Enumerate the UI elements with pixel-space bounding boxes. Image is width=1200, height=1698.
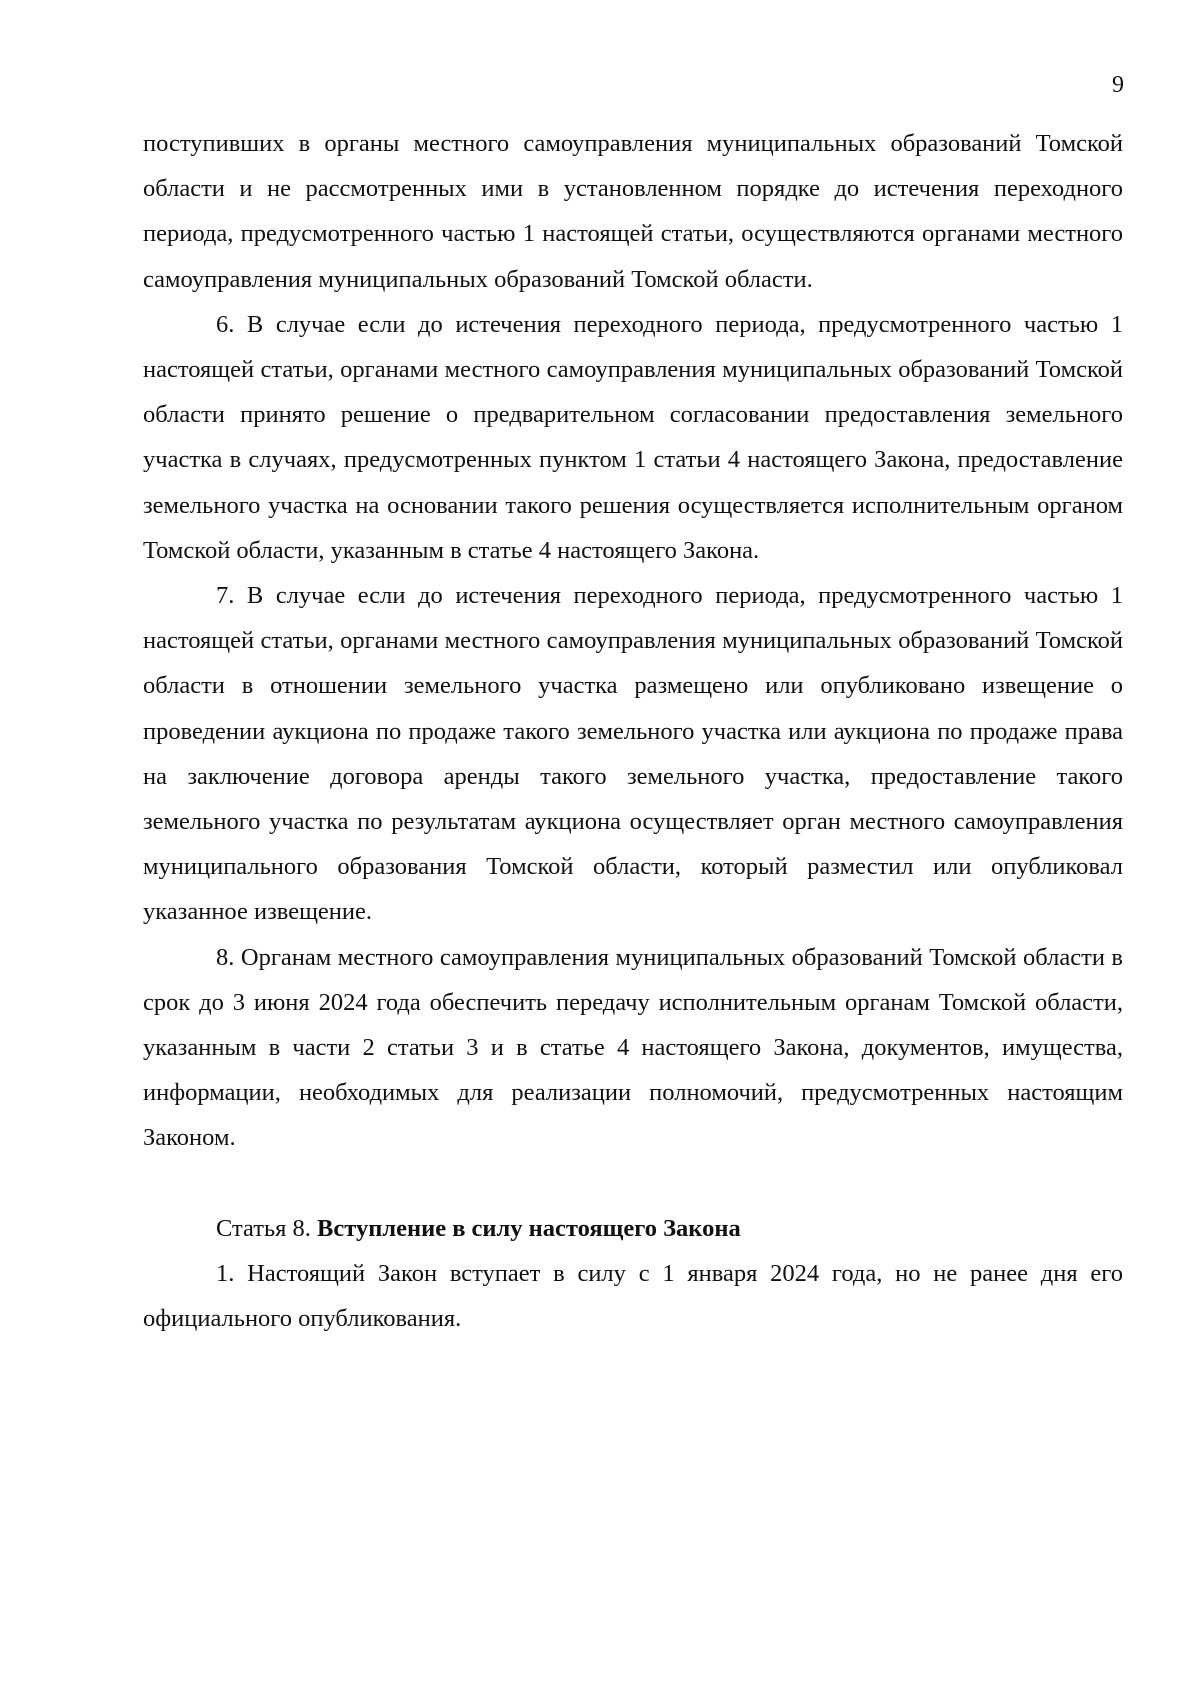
article-8-label: Статья 8. — [216, 1214, 318, 1242]
article-8-heading — [143, 1206, 1123, 1251]
article-8-title: Вступление в силу настоящего Закона — [317, 1214, 741, 1242]
paragraph-7: 7. В случае если до истечения переходного периода, предусмотренного частью 1 настоящей статьи, органами местного самоуправления муниципальных образований Томской области в отношении земельного участка размещено или опубликовано извещение о проведении аукциона по продаже такого земельного участка или аукциона по продаже права на заключение договора аренды такого земельного участка, предоставление такого земельного участка по результатам аукциона осуществляет орган местного самоуправления муниципального образования Томской области, который разместил или опубликовал указанное извещение. — [143, 582, 1123, 926]
document-body — [143, 121, 1123, 1341]
page-number: 9 — [1112, 72, 1124, 98]
paragraph-5-continuation: поступивших в органы местного самоуправления муниципальных образований Томской области и не рассмотренных ими в установленном порядке до истечения переходного периода, предусмотренного частью 1 настоящей статьи, осуществляются органами местного самоуправления муниципальных образований Томской области. — [143, 130, 1123, 293]
paragraph-6: 6. В случае если до истечения переходного периода, предусмотренного частью 1 настоящей статьи, органами местного самоуправления муниципальных образований Томской области принято решение о предварительном согласовании предоставления земельного участка в случаях, предусмотренных пунктом 1 статьи 4 настоящего Закона, предоставление земельного участка на основании такого решения осуществляется исполнительным органом Томской области, указанным в статье 4 настоящего Закона. — [143, 310, 1123, 564]
article-8-paragraph-1: 1. Настоящий Закон вступает в силу с 1 января 2024 года, но не ранее дня его официального опубликования. — [143, 1259, 1123, 1333]
paragraph-8: 8. Органам местного самоуправления муниципальных образований Томской области в срок до 3 июня 2024 года обеспечить передачу исполнительным органам Томской области, указанным в части 2 статьи 3 и в статье 4 настоящего Закона, документов, имущества, информации, необходимых для реализации полномочий, предусмотренных настоящим Законом. — [143, 943, 1123, 1152]
